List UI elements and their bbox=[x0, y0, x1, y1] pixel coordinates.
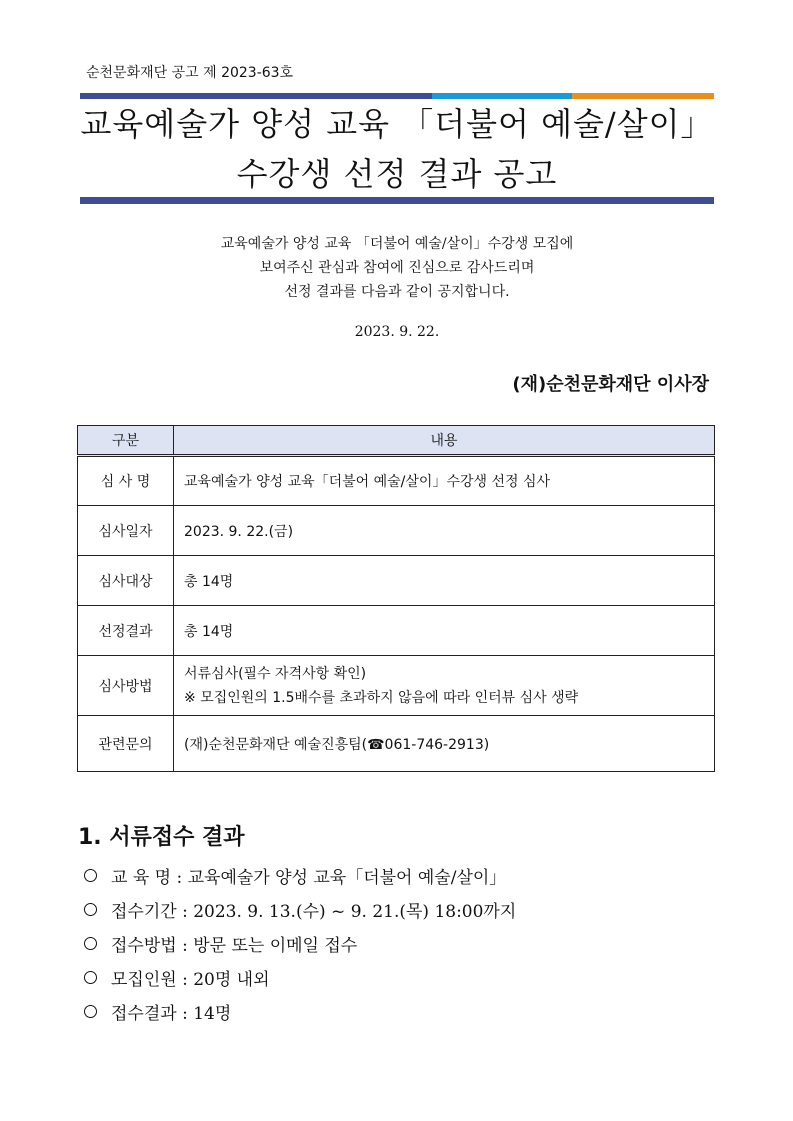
list-item-text: 접수결과 : 14명 bbox=[111, 1003, 232, 1024]
list-item-text: 접수기간 : 2023. 9. 13.(수) ~ 9. 21.(목) 18:00까지 bbox=[111, 901, 517, 922]
table-header-content: 내용 bbox=[174, 426, 715, 456]
title-bottom-bar bbox=[80, 197, 714, 204]
row-label: 선정결과 bbox=[78, 606, 174, 656]
list-item bbox=[84, 892, 516, 926]
list-item bbox=[84, 960, 516, 994]
table-row bbox=[78, 606, 715, 656]
signer: (재)순천문화재단 이사장 bbox=[512, 374, 709, 395]
intro-line-2: 보여주신 관심과 참여에 진심으로 감사드리며 bbox=[259, 260, 535, 276]
table-header-row bbox=[78, 426, 715, 456]
list-item bbox=[84, 994, 516, 1028]
list-item bbox=[84, 858, 516, 892]
notice-number: 순천문화재단 공고 제 2023-63호 bbox=[86, 65, 294, 81]
circle-bullet-icon bbox=[84, 869, 97, 882]
table-row bbox=[78, 456, 715, 506]
title-line-2: 수강생 선정 결과 공고 bbox=[236, 155, 558, 193]
row-content bbox=[174, 656, 715, 716]
section-item-list bbox=[84, 858, 516, 1028]
row-label: 심사대상 bbox=[78, 556, 174, 606]
announcement-date: 2023. 9. 22. bbox=[354, 324, 440, 340]
page-title bbox=[80, 99, 714, 199]
intro-line-3: 선정 결과를 다음과 같이 공지합니다. bbox=[284, 284, 510, 300]
title-line-1: 교육예술가 양성 교육 「더불어 예술/살이」 bbox=[80, 105, 714, 143]
table-row bbox=[78, 556, 715, 606]
intro-line-1: 교육예술가 양성 교육 「더불어 예술/살이」수강생 모집에 bbox=[220, 236, 574, 252]
intro-paragraph bbox=[80, 232, 714, 304]
row-content: 총 14명 bbox=[174, 556, 715, 606]
row-content-line-1: 서류심사(필수 자격사항 확인) bbox=[184, 665, 367, 682]
row-content: 총 14명 bbox=[174, 606, 715, 656]
list-item-text: 접수방법 : 방문 또는 이메일 접수 bbox=[111, 935, 358, 956]
circle-bullet-icon bbox=[84, 903, 97, 916]
row-label: 심사일자 bbox=[78, 506, 174, 556]
selection-info-table bbox=[77, 425, 715, 772]
row-content-note: ※ 모집인원의 1.5배수를 초과하지 않음에 따라 인터뷰 심사 생략 bbox=[184, 689, 579, 706]
list-item-text: 모집인원 : 20명 내외 bbox=[111, 969, 270, 990]
row-content: 교육예술가 양성 교육「더불어 예술/살이」수강생 선정 심사 bbox=[174, 456, 715, 506]
circle-bullet-icon bbox=[84, 937, 97, 950]
table-header-category: 구분 bbox=[78, 426, 174, 456]
table-row bbox=[78, 506, 715, 556]
row-content: 2023. 9. 22.(금) bbox=[174, 506, 715, 556]
circle-bullet-icon bbox=[84, 971, 97, 984]
list-item-text: 교 육 명 : 교육예술가 양성 교육「더불어 예술/살이」 bbox=[111, 867, 507, 888]
row-label: 심 사 명 bbox=[78, 456, 174, 506]
list-item bbox=[84, 926, 516, 960]
row-label: 심사방법 bbox=[78, 656, 174, 716]
table-row bbox=[78, 716, 715, 772]
row-label: 관련문의 bbox=[78, 716, 174, 772]
table-row bbox=[78, 656, 715, 716]
row-content: (재)순천문화재단 예술진흥팀(☎061-746-2913) bbox=[174, 716, 715, 772]
section-title: 1. 서류접수 결과 bbox=[78, 825, 245, 850]
circle-bullet-icon bbox=[84, 1005, 97, 1018]
